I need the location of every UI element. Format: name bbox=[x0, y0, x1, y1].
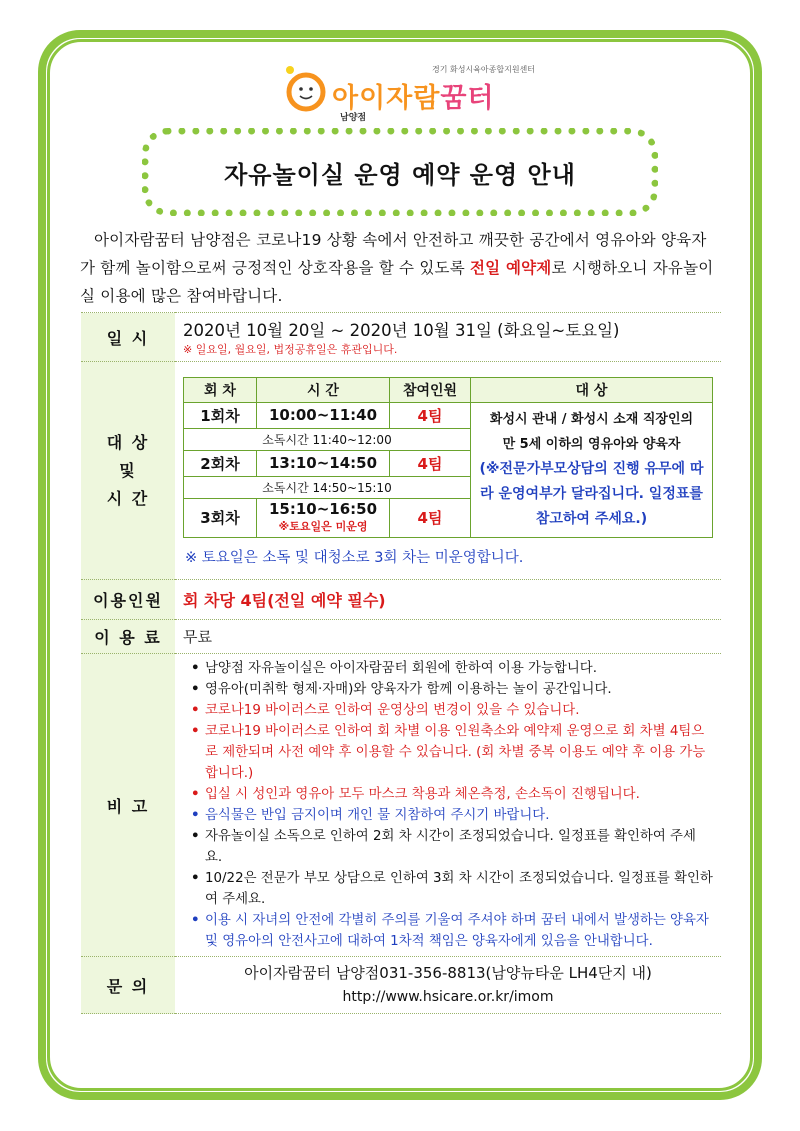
session-people: 4팀 bbox=[390, 450, 471, 476]
col-target: 대 상 bbox=[471, 377, 713, 402]
info-table bbox=[81, 312, 721, 1014]
row-remarks bbox=[81, 654, 721, 957]
list-item: • 영유아(미취학 형제·자매)와 양육자가 함께 이용하는 놀이 공간입니다. bbox=[189, 679, 713, 700]
remarks-list bbox=[183, 658, 713, 952]
col-people: 참여인원 bbox=[390, 377, 471, 402]
row-date bbox=[81, 313, 721, 362]
list-item: • 자유놀이실 소독으로 인하여 2회 차 시간이 조정되었습니다. 일정표를 확인하여 주세요. bbox=[189, 826, 713, 868]
session-time: 10:00~11:40 bbox=[257, 402, 390, 428]
session-time: 13:10~14:50 bbox=[257, 450, 390, 476]
schedule-table bbox=[183, 377, 713, 538]
row-contact bbox=[81, 957, 721, 1014]
list-item: • 음식물은 반입 금지이며 개인 물 지참하여 주시기 바랍니다. bbox=[189, 805, 713, 826]
contact-line: 아이자람꿈터 남양점031-356-8813(남양뉴타운 LH4단지 내) bbox=[244, 964, 652, 982]
label-fee: 이 용 료 bbox=[81, 620, 175, 654]
label-people: 이용인원 bbox=[81, 580, 175, 620]
smiley-logo-icon bbox=[282, 60, 330, 112]
session-people: 4팀 bbox=[390, 402, 471, 428]
target-note: (※전문가부모상담의 진행 유무에 따라 운영여부가 달라집니다. 일정표를 참고하여 주세요.) bbox=[479, 461, 704, 527]
list-item: • 남양점 자유놀이실은 아이자람꿈터 회원에 한하여 이용 가능합니다. bbox=[189, 658, 713, 679]
list-item: • 입실 시 성인과 영유아 모두 마스크 착용과 체온측정, 손소독이 진행됩니다. bbox=[189, 784, 713, 805]
session-note: ※토요일은 미운영 bbox=[278, 519, 368, 533]
disinfect-time-2: 소독시간 14:50~15:10 bbox=[184, 476, 471, 498]
schedule-footnote: ※ 토요일은 소독 및 대청소로 3회 차는 미운영합니다. bbox=[185, 549, 524, 566]
label-remarks: 비 고 bbox=[81, 654, 175, 957]
col-time: 시 간 bbox=[257, 377, 390, 402]
disinfect-time-1: 소독시간 11:40~12:00 bbox=[184, 428, 471, 450]
session-people: 4팀 bbox=[390, 498, 471, 537]
date-value: 2020년 10월 20일 ~ 2020년 10월 31일 (화요일~토요일) bbox=[183, 321, 620, 340]
session-time: 15:10~16:50 bbox=[268, 499, 378, 518]
row-schedule bbox=[81, 362, 721, 580]
intro-highlight: 전일 예약제 bbox=[470, 259, 552, 277]
label-date: 일 시 bbox=[81, 313, 175, 362]
list-item: • 10/22은 전문가 부모 상담으로 인하여 3회 차 시간이 조정되었습니다. 일정표를 확인하여 주세요. bbox=[189, 868, 713, 910]
contact-url[interactable]: http://www.hsicare.or.kr/imom bbox=[342, 989, 554, 1005]
label-contact: 문 의 bbox=[81, 957, 175, 1014]
list-item: • 코로나19 바이러스로 인하여 운영상의 변경이 있을 수 있습니다. bbox=[189, 700, 713, 721]
branch-name: 남양점 bbox=[340, 113, 367, 123]
label-schedule: 대 상 및 시 간 bbox=[81, 362, 175, 580]
date-note: ※ 일요일, 월요일, 법정공휴일은 휴관입니다. bbox=[183, 343, 398, 356]
page-title: 자유놀이실 운영 예약 운영 안내 bbox=[224, 161, 576, 189]
row-fee bbox=[81, 620, 721, 654]
fee-value: 무료 bbox=[175, 620, 721, 654]
list-item: • 코로나19 바이러스로 인하여 회 차별 이용 인원축소와 예약제 운영으로 회 차별 4팀으로 제한되며 사전 예약 후 이용할 수 있습니다. (회 차별 중복 이용도 예약 후 이용 가능합니다.) bbox=[189, 721, 713, 784]
intro-paragraph: 아이자람꿈터 남양점은 코로나19 상황 속에서 안전하고 깨끗한 공간에서 영유아와 양육자가 함께 놀이함으로써 긍정적인 상호작용을 할 수 있도록 전일 예약제로 시행하오니 자유놀이실 이용에 많은 참여바랍니다. bbox=[80, 231, 714, 305]
logo bbox=[282, 60, 542, 122]
people-value: 회 차당 4팀(전일 예약 필수) bbox=[175, 580, 721, 620]
row-people bbox=[81, 580, 721, 620]
session-round: 3회차 bbox=[184, 498, 257, 537]
session-round: 2회차 bbox=[184, 450, 257, 476]
org-name: 경기 화성시육아종합지원센터 bbox=[432, 65, 536, 74]
session-round: 1회차 bbox=[184, 402, 257, 428]
target-cell: 화성시 관내 / 화성시 소재 직장인의 만 5세 이하의 영유아와 양육자 (※전문가부모상담의 진행 유무에 따라 운영여부가 달라집니다. 일정표를 참고하여 주세요.) bbox=[471, 402, 713, 537]
list-item: • 이용 시 자녀의 안전에 각별히 주의를 기울여 주셔야 하며 꿈터 내에서 발생하는 양육자 및 영유아의 안전사고에 대하여 1차적 책임은 양육자에게 있음을 안내합니다. bbox=[189, 910, 713, 952]
session-time-block bbox=[257, 498, 390, 537]
brand-name: 아이자람꿈터 bbox=[332, 83, 495, 114]
col-round: 회 차 bbox=[184, 377, 257, 402]
